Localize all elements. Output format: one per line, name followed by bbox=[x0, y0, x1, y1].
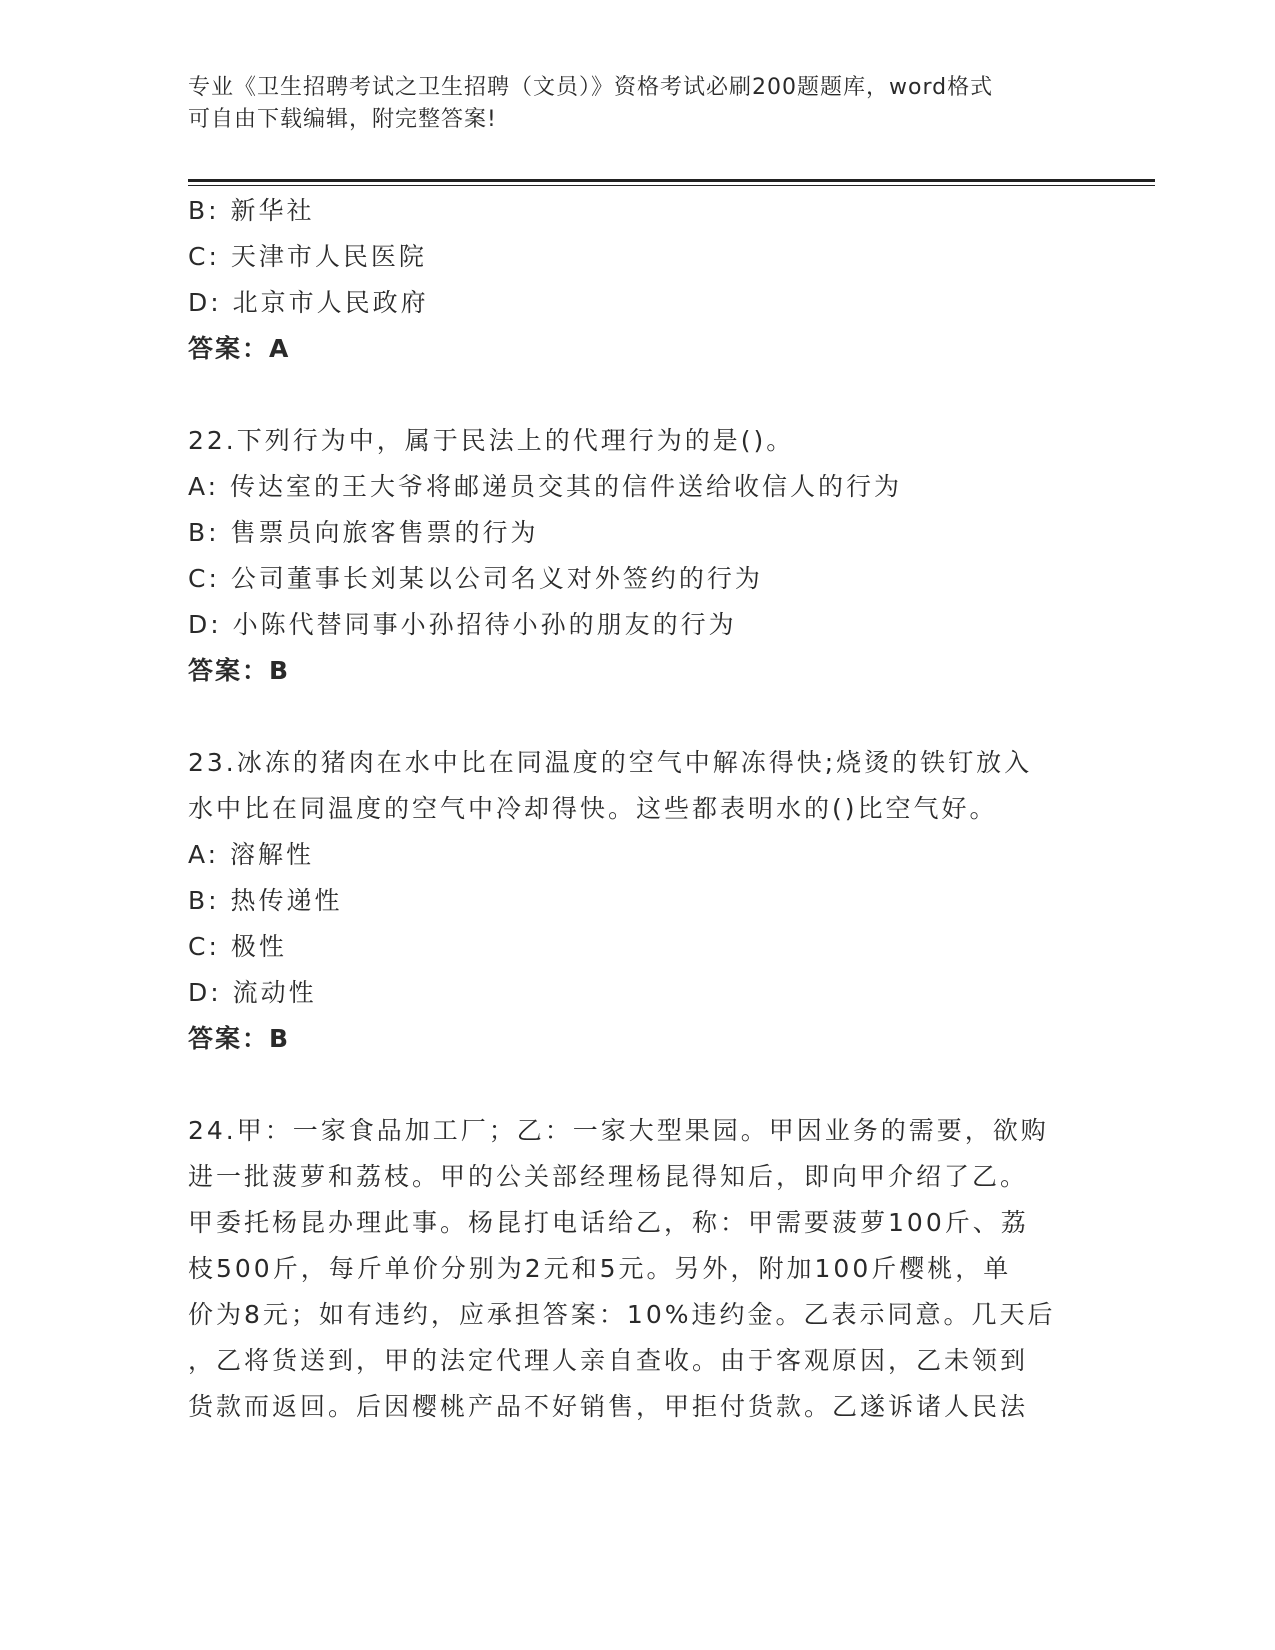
question-text-line-7: 货款而返回。后因樱桃产品不好销售，甲拒付货款。乙遂诉诸人民法 bbox=[188, 1392, 1029, 1421]
question-22 bbox=[188, 418, 1088, 694]
option-a: A: 溶解性 bbox=[188, 840, 315, 869]
option-b: B: 新华社 bbox=[188, 196, 315, 225]
question-text: 22.下列行为中，属于民法上的代理行为的是()。 bbox=[188, 426, 795, 455]
question-24 bbox=[188, 1108, 1088, 1430]
question-21-continuation bbox=[188, 188, 1088, 372]
option-b: B: 售票员向旅客售票的行为 bbox=[188, 518, 539, 547]
option-d: D: 小陈代替同事小孙招待小孙的朋友的行为 bbox=[188, 610, 737, 639]
option-a: A: 传达室的王大爷将邮递员交其的信件送给收信人的行为 bbox=[188, 472, 903, 501]
question-text-line-2: 进一批菠萝和荔枝。甲的公关部经理杨昆得知后，即向甲介绍了乙。 bbox=[188, 1162, 1029, 1191]
question-23 bbox=[188, 740, 1088, 1062]
document-header bbox=[188, 72, 1078, 136]
question-text-line-6: ，乙将货送到，甲的法定代理人亲自查收。由于客观原因，乙未领到 bbox=[188, 1346, 1029, 1375]
answer-line: 答案：A bbox=[188, 334, 291, 363]
header-rule-thick bbox=[188, 179, 1155, 182]
question-text-line-1: 24.甲：一家食品加工厂；乙：一家大型果园。甲因业务的需要，欲购 bbox=[188, 1116, 1049, 1145]
question-text-line-2: 水中比在同温度的空气中冷却得快。这些都表明水的()比空气好。 bbox=[188, 794, 998, 823]
header-line-1: 专业《卫生招聘考试之卫生招聘（文员）》资格考试必刷200题题库，word格式 bbox=[188, 75, 994, 100]
header-rule-thin bbox=[188, 185, 1155, 186]
question-text-line-4: 枝500斤，每斤单价分别为2元和5元。另外，附加100斤樱桃，单 bbox=[188, 1254, 1012, 1283]
document-body bbox=[188, 188, 1088, 1430]
answer-line: 答案：B bbox=[188, 656, 291, 685]
option-c: C: 极性 bbox=[188, 932, 287, 961]
option-c: C: 天津市人民医院 bbox=[188, 242, 427, 271]
option-c: C: 公司董事长刘某以公司名义对外签约的行为 bbox=[188, 564, 763, 593]
header-line-2: 可自由下载编辑，附完整答案! bbox=[188, 107, 497, 132]
option-d: D: 北京市人民政府 bbox=[188, 288, 429, 317]
option-b: B: 热传递性 bbox=[188, 886, 343, 915]
answer-line: 答案：B bbox=[188, 1024, 291, 1053]
question-text-line-5: 价为8元；如有违约，应承担答案：10%违约金。乙表示同意。几天后 bbox=[188, 1300, 1056, 1329]
question-text-line-1: 23.冰冻的猪肉在水中比在同温度的空气中解冻得快;烧烫的铁钉放入 bbox=[188, 748, 1033, 777]
option-d: D: 流动性 bbox=[188, 978, 317, 1007]
question-text-line-3: 甲委托杨昆办理此事。杨昆打电话给乙，称：甲需要菠萝100斤、荔 bbox=[188, 1208, 1029, 1237]
